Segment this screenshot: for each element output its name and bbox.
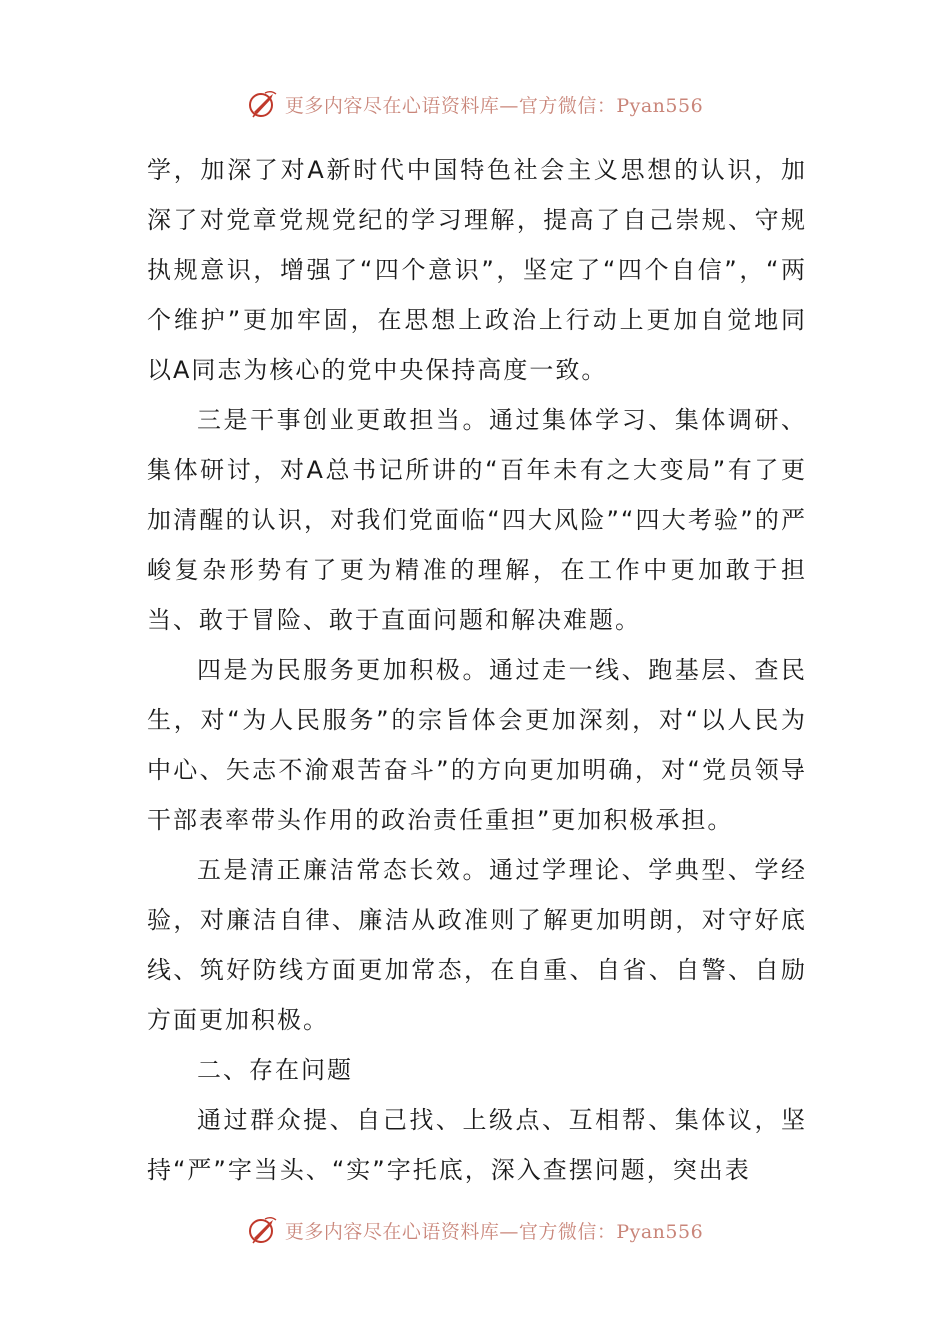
paragraph-5: 通过群众提、自己找、上级点、互相帮、集体议，坚持“严”字当头、“实”字托底，深入查摆问题，突出表 <box>147 1106 807 1184</box>
watermark-text: 更多内容尽在心语资料库—官方微信：Pyan556 <box>284 1220 704 1243</box>
document-body <box>147 145 807 1195</box>
paragraph-2: 三是干事创业更敢担当。通过集体学习、集体调研、集体研讨，对A总书记所讲的“百年未有之大变局”有了更加清醒的认识，对我们党面临“四大风险”“四大考验”的严峻复杂形势有了更为精准的理解，在工作中更加敢于担当、敢于冒险、敢于直面问题和解决难题。 <box>147 406 807 634</box>
footer-watermark <box>0 1210 950 1250</box>
pen-logo-icon <box>247 88 279 120</box>
watermark-text: 更多内容尽在心语资料库—官方微信：Pyan556 <box>284 94 704 117</box>
paragraph-4: 五是清正廉洁常态长效。通过学理论、学典型、学经验，对廉洁自律、廉洁从政准则了解更加明朗，对守好底线、筑好防线方面更加常态，在自重、自省、自警、自励方面更加积极。 <box>147 856 807 1034</box>
pen-logo-icon <box>247 1214 279 1246</box>
section-heading: 二、存在问题 <box>197 1056 353 1084</box>
paragraph-1: 学，加深了对A新时代中国特色社会主义思想的认识，加深了对党章党规党纪的学习理解，提高了自己崇规、守规执规意识，增强了“四个意识”，坚定了“四个自信”，“两个维护”更加牢固，在思想上政治上行动上更加自觉地同以A同志为核心的党中央保持高度一致。 <box>147 156 807 384</box>
paragraph-3: 四是为民服务更加积极。通过走一线、跑基层、查民生，对“为人民服务”的宗旨体会更加深刻，对“以人民为中心、矢志不渝艰苦奋斗”的方向更加明确，对“党员领导干部表率带头作用的政治责任重担”更加积极承担。 <box>147 656 807 834</box>
header-watermark <box>0 84 950 124</box>
